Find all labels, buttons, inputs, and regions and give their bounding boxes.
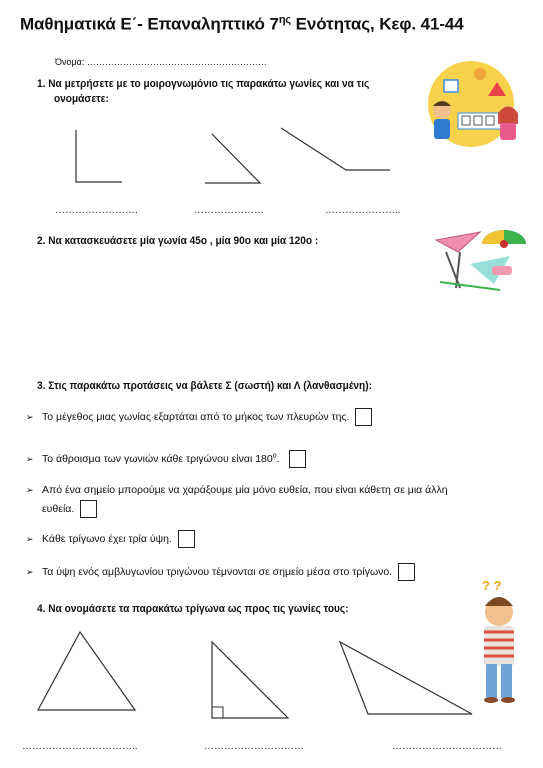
statement-4: ➢ Κάθε τρίγωνο έχει τρία ύψη.	[26, 530, 195, 548]
arrow-bullet-icon: ➢	[26, 533, 34, 544]
q4-answer-3[interactable]: ……………………………	[392, 741, 502, 752]
boy-thinking-illustration	[482, 578, 515, 703]
q1-answer-1[interactable]: …………………….	[55, 205, 138, 216]
statement-3-cont: ευθεία.	[42, 500, 97, 518]
children-geometry-illustration	[428, 61, 518, 147]
q1-answer-2[interactable]: …………………	[194, 205, 264, 216]
answer-box-4[interactable]	[178, 530, 195, 548]
question-2: 2. Να κατασκευάσετε μία γωνία 45ο , μία 90ο και μία 120ο :	[37, 235, 319, 247]
question-3: 3. Στις παρακάτω προτάσεις να βάλετε Σ (σωστή) και Λ (λανθασμένη):	[37, 380, 372, 392]
geometry-tools-illustration	[436, 230, 526, 290]
page-title: Μαθηματικά Ε΄- Επαναληπτικό $7^{\eta\varsigma}$ Ενότητας, Κεφ. 41-44	[20, 14, 464, 34]
q1-answer-3[interactable]: …………………..	[325, 205, 401, 216]
statement-2: ➢ Το άθροισμα των γωνιών κάθε τριγώνου είναι $180^o$.	[26, 450, 306, 468]
arrow-bullet-icon: ➢	[26, 411, 34, 422]
answer-box-3[interactable]	[80, 500, 97, 518]
q4-answer-2[interactable]: …………………………	[204, 741, 304, 752]
answer-box-5[interactable]	[398, 563, 415, 581]
statement-3: ➢ Από ένα σημείο μπορούμε να χαράξουμε μία μόνο ευθεία, που είναι κάθετη σε μια άλλη	[26, 484, 448, 496]
statement-1: ➢ Το μέγεθος μιας γωνίας εξαρτάται από το μήκος των πλευρών της.	[26, 408, 372, 426]
question-4: 4. Να ονομάσετε τα παρακάτω τρίγωνα ως προς τις γωνίες τους:	[37, 603, 349, 615]
angle-2	[205, 134, 260, 183]
triangle-acute	[38, 632, 135, 710]
triangle-obtuse	[340, 642, 472, 714]
answer-box-1[interactable]	[355, 408, 372, 426]
name-field[interactable]: Όνομα: ……………………………………………………	[55, 57, 267, 67]
q4-answer-1[interactable]: ……………………………..	[22, 741, 138, 752]
angle-1	[76, 130, 122, 182]
answer-box-2[interactable]	[289, 450, 306, 468]
arrow-bullet-icon: ➢	[26, 453, 34, 464]
statement-5: ➢ Τα ύψη ενός αμβλυγωνίου τριγώνου τέμνονται σε σημείο μέσα στο τρίγωνο.	[26, 563, 415, 581]
question-1-line2: ονομάσετε:	[54, 93, 109, 105]
arrow-bullet-icon: ➢	[26, 485, 34, 495]
arrow-bullet-icon: ➢	[26, 566, 34, 577]
question-1-line1: 1. Να μετρήσετε με το μοιρογνωμόνιο τις παρακάτω γωνίες και να τις	[37, 78, 370, 90]
angle-3	[281, 128, 390, 170]
right-angle-mark	[212, 707, 223, 718]
question-marks: ? ?	[482, 578, 502, 593]
